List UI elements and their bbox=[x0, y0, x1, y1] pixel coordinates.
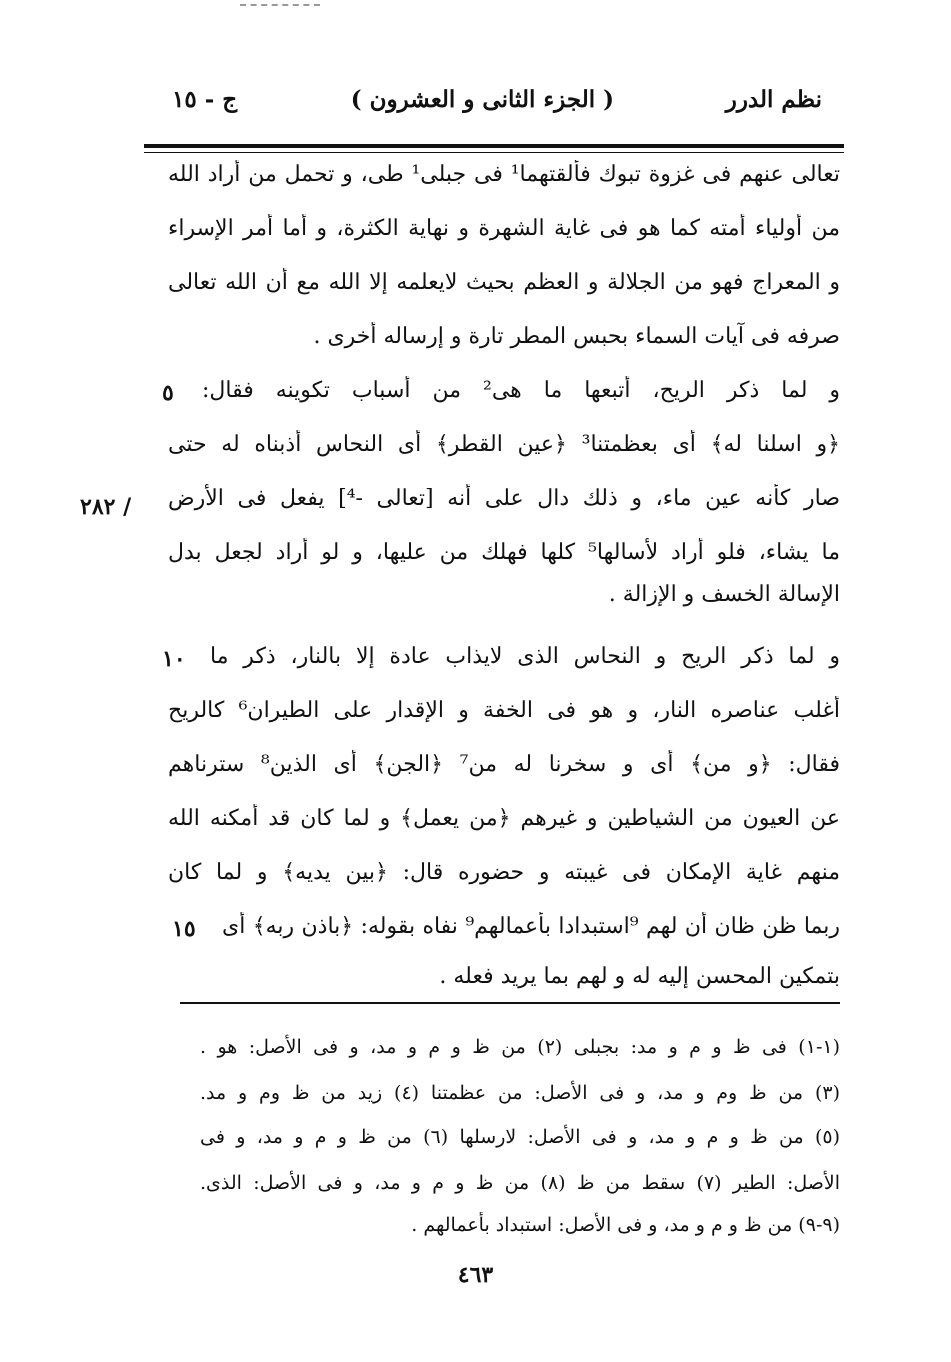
header-rule-thin bbox=[144, 152, 844, 153]
footnote-line: (٥) من ظ و م و مد، و فى الأصل: لارسلها (٦) من ظ و م و مد، و فى bbox=[200, 1126, 840, 1148]
line-number-5: ٥ bbox=[162, 380, 174, 406]
top-dash-mark bbox=[240, 4, 320, 6]
text-line: تعالى عنهم فى غزوة تبوك فألقتهما¹ فى جبلى¹ طى، و تحمل من أراد الله bbox=[168, 162, 840, 187]
text-line: ﴿و اسلنا له﴾ أى بعظمتنا³ ﴿عين القطر﴾ أى النحاس أذبناه له حتى bbox=[168, 432, 840, 457]
page-number: ٤٦٣ bbox=[457, 1262, 494, 1288]
text-line: صار كأنه عين ماء، و ذلك دال على أنه [تعالى -⁴] يفعل فى الأرض bbox=[168, 486, 840, 511]
text-line: ربما ظن ظان أن لهم ⁹استبدادا بأعمالهم⁹ نفاه بقوله: ﴿باذن ربه﴾ أى bbox=[222, 914, 840, 939]
text-line: أغلب عناصره النار، و هو فى الخفة و الإقدار على الطيران⁶ كالريح bbox=[168, 698, 840, 723]
text-line: و لما ذكر الريح، أتبعها ما هى² من أسباب تكوينه فقال: bbox=[202, 378, 840, 403]
footnote-line: (١-١) فى ظ و م و مد: بجبلى (٢) من ظ و م و مد، و فى الأصل: هو . bbox=[200, 1036, 840, 1058]
text-line: بتمكين المحسن إليه له و لهم بما يريد فعله . bbox=[439, 964, 840, 989]
text-line: صرفه فى آيات السماء بحبس المطر تارة و إرساله أخرى . bbox=[313, 324, 840, 349]
footnote-rule bbox=[180, 1002, 840, 1004]
running-header bbox=[172, 86, 822, 126]
header-volume: ج - ١٥ bbox=[172, 86, 238, 113]
line-number-15: ١٥ bbox=[172, 916, 196, 942]
header-book-title: نظم الدرر bbox=[725, 86, 822, 113]
text-line: من أولياء أمته كما هو فى غاية الشهرة و نهاية الكثرة، و أما أمر الإسراء bbox=[168, 216, 840, 241]
text-line: و المعراج فهو من الجلالة و العظم بحيث لايعلمه إلا الله مع أن الله تعالى bbox=[168, 270, 840, 295]
footnote-line: (٣) من ظ وم و مد، و فى الأصل: من عظمتنا (٤) زيد من ظ وم و مد. bbox=[200, 1082, 840, 1104]
footnote-line: (٩-٩) من ظ و م و مد، و فى الأصل: استبداد بأعمالهم . bbox=[411, 1214, 840, 1236]
text-line: منهم غاية الإمكان فى غيبته و حضوره قال: ﴿بين يديه﴾ و لما كان bbox=[168, 860, 840, 885]
text-line: فقال: ﴿و من﴾ أى و سخرنا له من⁷ ﴿الجن﴾ أى الذين⁸ سترناهم bbox=[168, 752, 840, 777]
text-line: الإسالة الخسف و الإزالة . bbox=[608, 582, 840, 607]
text-line: و لما ذكر الريح و النحاس الذى لايذاب عادة إلا بالنار، ذكر ما bbox=[210, 644, 840, 669]
footnote-line: الأصل: الطير (٧) سقط من ظ (٨) من ظ و م و مد، و فى الأصل: الذى. bbox=[200, 1172, 840, 1194]
text-line: عن العيون من الشياطين و غيرهم ﴿من يعمل﴾ و لما كان قد أمكنه الله bbox=[168, 806, 840, 831]
header-part-title: ( الجزء الثانى و العشرون ) bbox=[350, 86, 614, 113]
line-number-10: ١٠ bbox=[162, 646, 186, 672]
header-rule-thick bbox=[144, 144, 844, 148]
text-line: ما يشاء، فلو أراد لأسالها⁵ كلها فهلك من عليها، و لو أراد لجعل بدل bbox=[168, 540, 840, 565]
manuscript-page-ref: / ٢٨٢ bbox=[80, 494, 132, 520]
